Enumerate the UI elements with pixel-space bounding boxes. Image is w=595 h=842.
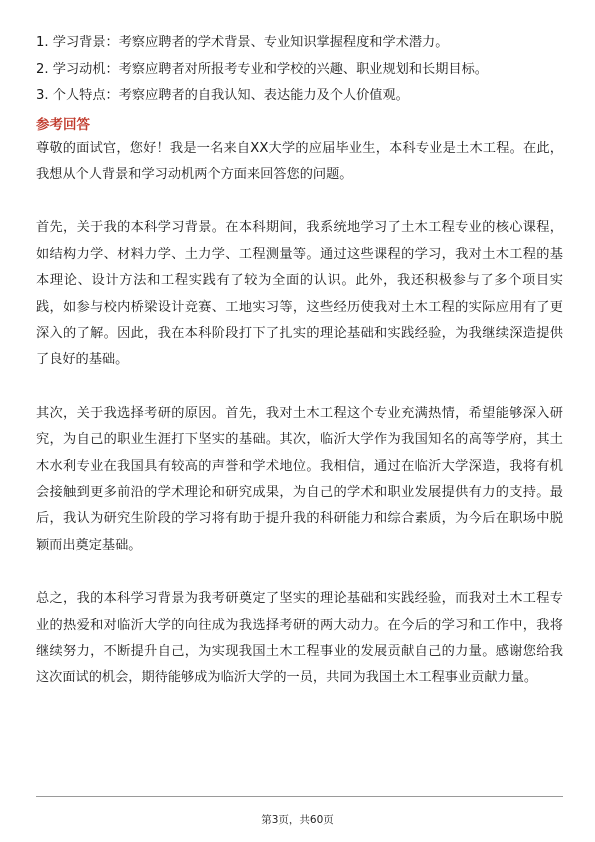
answer-heading: 参考回答: [36, 116, 90, 133]
criteria-item: 1. 学习背景：考察应聘者的学术背景、专业知识掌握程度和学术潜力。: [36, 35, 449, 50]
criteria-item: 2. 学习动机：考察应聘者对所报考专业和学校的兴趣、职业规划和长期目标。: [36, 61, 488, 77]
answer-paragraph-motivation: 其次，关于我选择考研的原因。首先，我对土木工程这个专业充满热情，希望能够深入研究，为自己的职业生涯打下坚实的基础。其次，临沂大学作为我国知名的高等学府，其土木水利专业在我国具有较高的声誉和学术地位。我相信，通过在临沂大学深造，我将有机会接触到更多前沿的学术理论和研究成果，为自己的学术和职业发展提供有力的支持。最后，我认为研究生阶段的学习将有助于提升我的科研能力和综合素质，为今后在职场中脱颖而出奠定基础。: [36, 405, 563, 553]
page-number: 第3页，共60页: [261, 814, 334, 826]
answer-paragraph-background: 首先，关于我的本科学习背景。在本科期间，我系统地学习了土木工程专业的核心课程，如结构力学、材料力学、土力学、工程测量等。通过这些课程的学习，我对土木工程的基本理论、设计方法和工程实践有了较为全面的认识。此外，我还积极参与了多个项目实践，如参与校内桥梁设计竞赛、工地实习等，这些经历使我对土木工程的实际应用有了更深入的了解。因此，我在本科阶段打下了扎实的理论基础和实践经验，为我继续深造提供了良好的基础。: [36, 220, 563, 368]
footer-divider: [36, 796, 563, 797]
answer-paragraph-conclusion: 总之，我的本科学习背景为我考研奠定了坚实的理论基础和实践经验，而我对土木工程专业的热爱和对临沂大学的向往成为我选择考研的两大动力。在今后的学习和工作中，我将继续努力，不断提升自己，为实现我国土木工程事业的发展贡献自己的力量。感谢您给我这次面试的机会，期待能够成为临沂大学的一员，共同为我国土木工程事业贡献力量。: [36, 591, 563, 686]
page-content: [36, 30, 563, 692]
criteria-item: 3. 个人特点：考察应聘者的自我认知、表达能力及个人价值观。: [36, 88, 409, 103]
evaluation-criteria-list: [36, 30, 563, 110]
answer-paragraph-intro: 尊敬的面试官，您好！我是一名来自XX大学的应届毕业生，本科专业是土木工程。在此，我想从个人背景和学习动机两个方面来回答您的问题。: [36, 140, 563, 182]
